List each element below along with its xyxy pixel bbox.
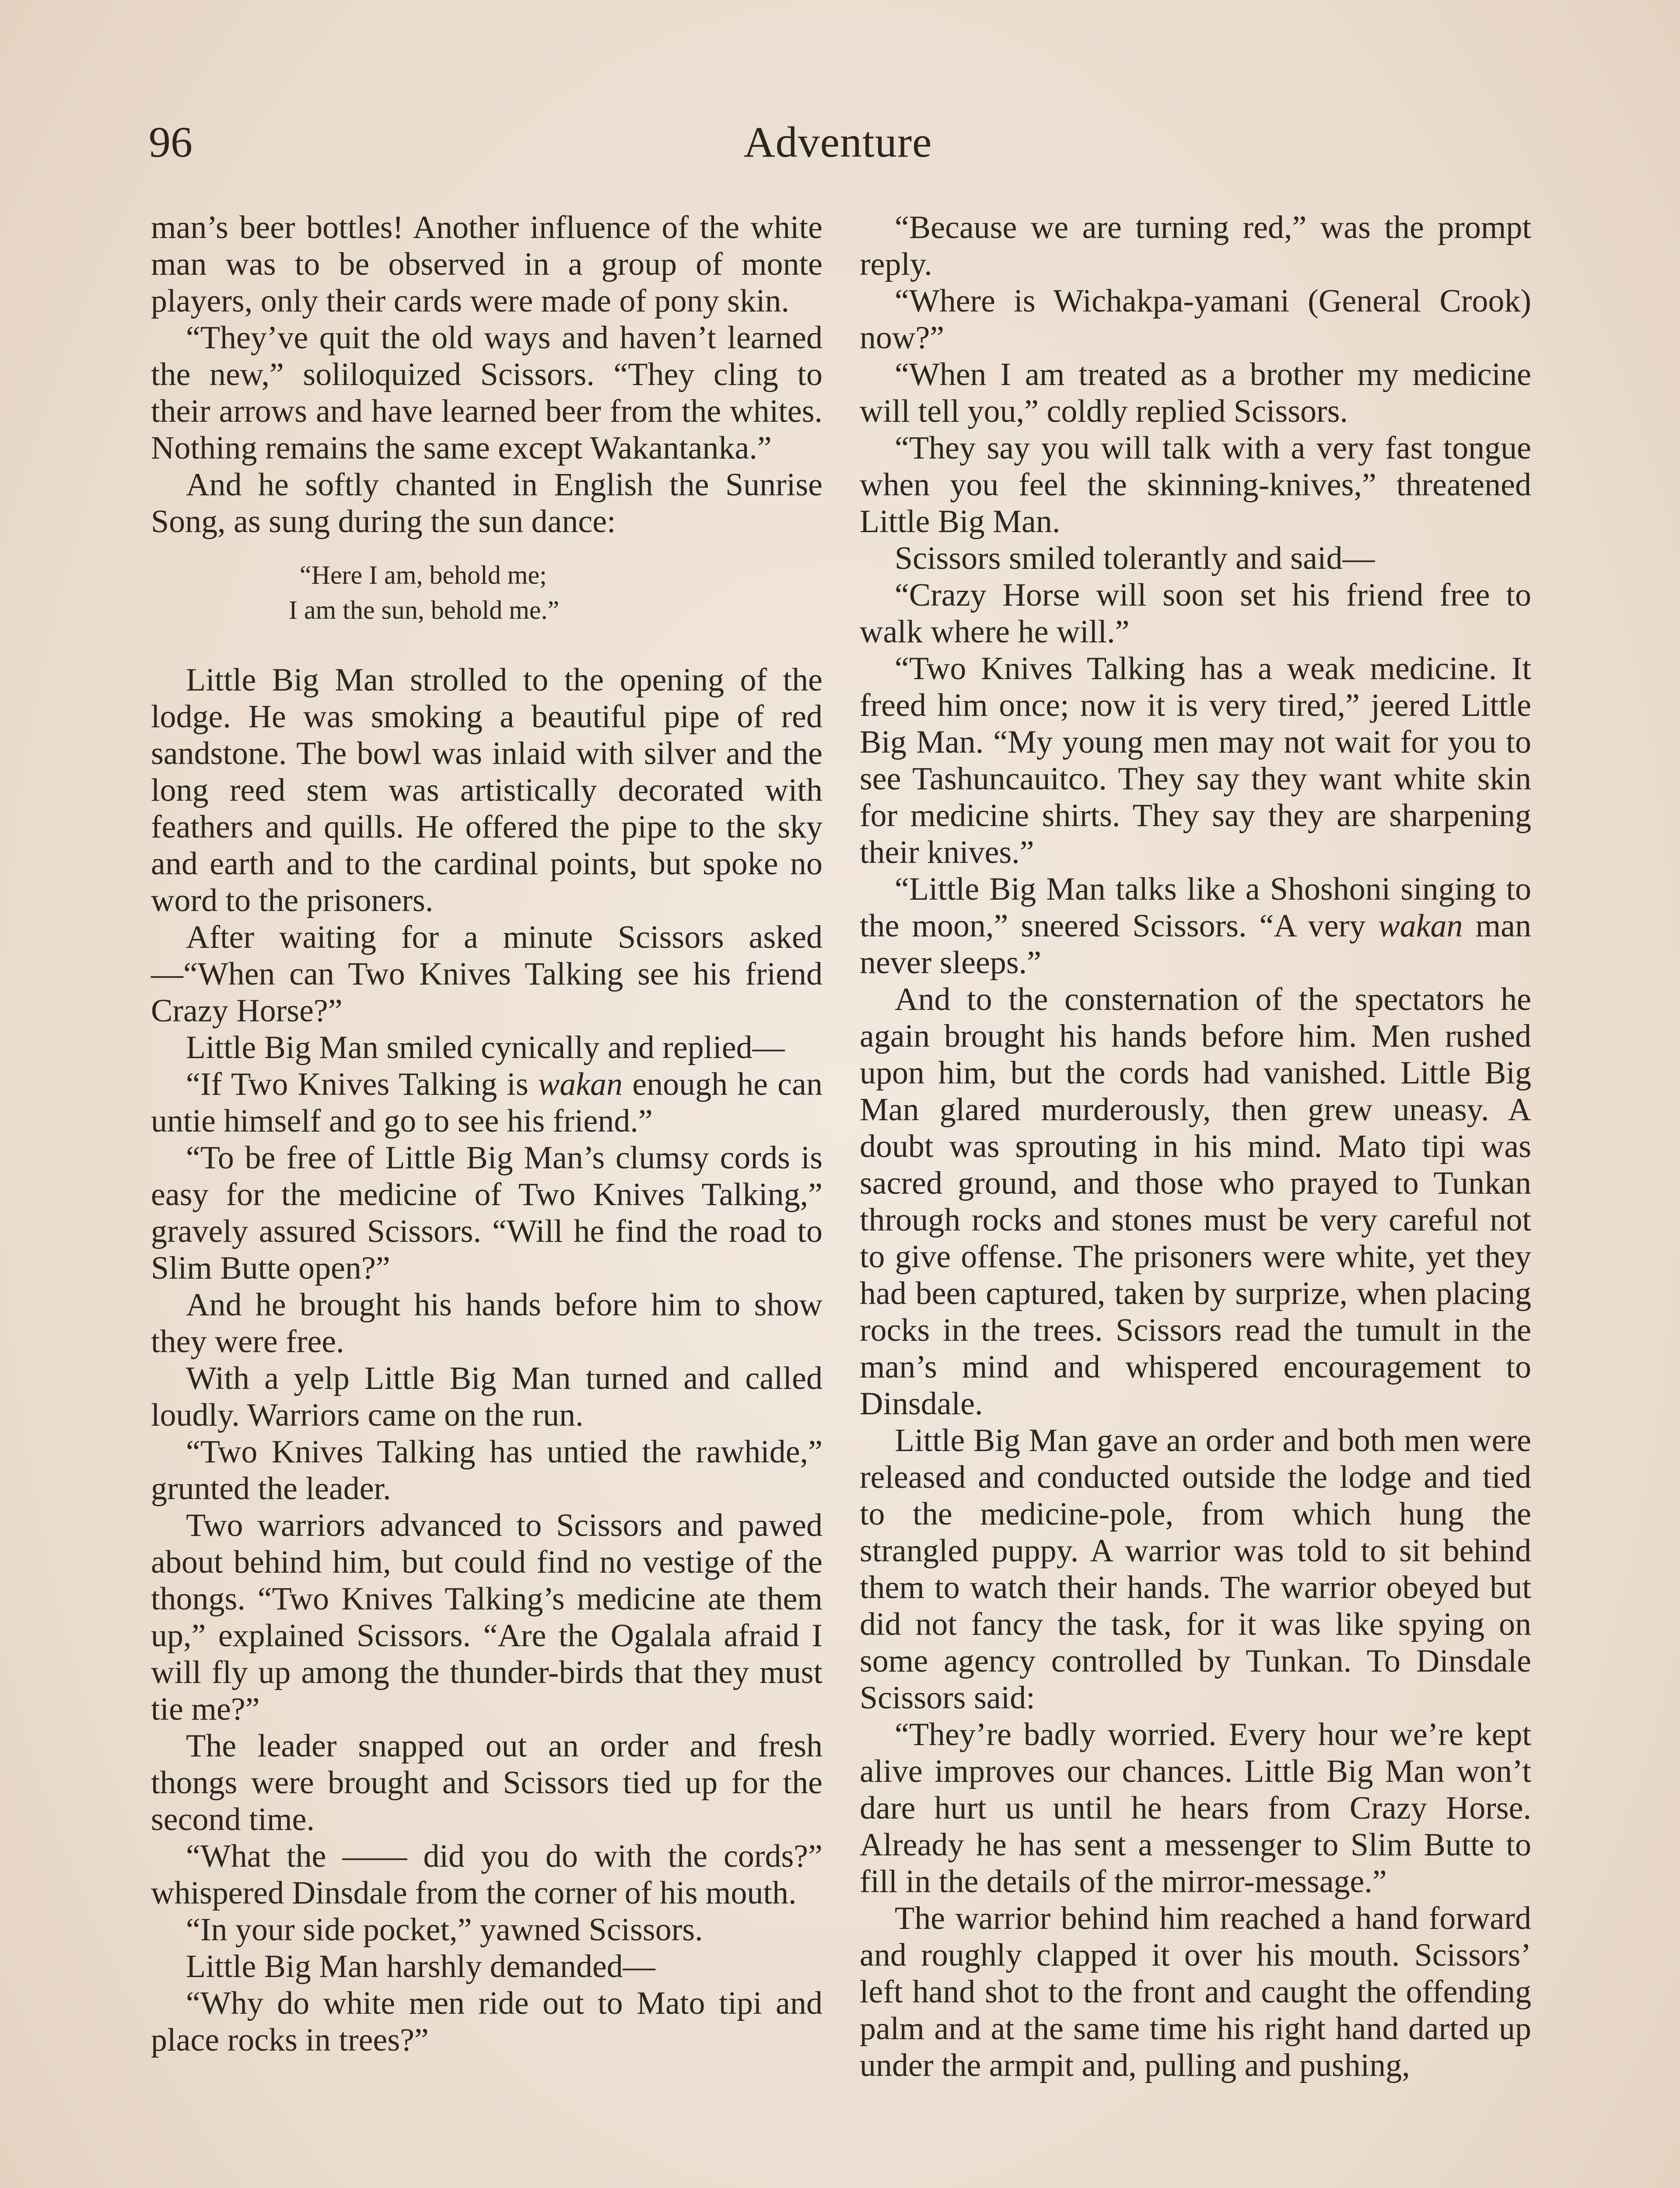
paragraph: “Where is Wichakpa-yamani (General Crook) now?” (860, 283, 1531, 356)
paragraph: “Two Knives Talking has untied the rawhide,” grunted the leader. (151, 1434, 822, 1507)
running-head: Adventure (743, 118, 932, 166)
italic-word: wakan (538, 1066, 623, 1102)
paragraph (860, 871, 1531, 981)
text-run: “Little Big Man talks like a Shoshoni singing to the moon,” sneered Scissors. “A very (860, 871, 1531, 944)
paragraph: Two warriors advanced to Scissors and pawed about behind him, but could find no vestige of the thongs. “Two Knives Talking’s medicine ate them up,” explained Scissors. “Are the Ogalala afraid I will fly up among the thunder-birds that they must tie me?” (151, 1508, 822, 1727)
paragraph: “They’re badly worried. Every hour we’re kept alive improves our chances. Little Big Man won’t dare hurt us until he hears from Crazy Horse. Already he has sent a messenger to Slim Butte to fill in the details of the mirror-message.” (860, 1717, 1531, 1900)
paragraph: With a yelp Little Big Man turned and called loudly. Warriors came on the run. (151, 1360, 822, 1433)
paragraph: The leader snapped out an order and fresh thongs were brought and Scissors tied up for the second time. (151, 1728, 822, 1837)
paragraph: “When I am treated as a brother my medicine will tell you,” coldly replied Scissors. (860, 357, 1531, 429)
paragraph: Little Big Man gave an order and both men were released and conducted outside the lodge and tied to the medicine-pole, from which hung the strangled puppy. A warrior was told to sit behind them to watch their hands. The warrior obeyed but did not fancy the task, for it was like spying on some agency controlled by Tunkan. To Dinsdale Scissors said: (860, 1423, 1531, 1716)
paragraph: And he softly chanted in English the Sunrise Song, as sung during the sun dance: (151, 467, 822, 540)
page-header (149, 109, 1527, 175)
paragraph: “They say you will talk with a very fast tongue when you feel the skinning-knives,” threatened Little Big Man. (860, 430, 1531, 540)
paragraph: Little Big Man smiled cynically and replied— (186, 1030, 785, 1066)
paragraph: “What the —— did you do with the cords?” whispered Dinsdale from the corner of his mouth. (151, 1838, 822, 1911)
paragraph: man’s beer bottles! Another influence of the white man was to be observed in a group of monte players, only their cards were made of pony skin. (151, 210, 822, 319)
paragraph: “Crazy Horse will soon set his friend free to walk where he will.” (860, 577, 1531, 650)
page-number: 96 (149, 118, 192, 166)
paragraph: After waiting for a minute Scissors asked—“When can Two Knives Talking see his friend Crazy Horse?” (151, 919, 822, 1029)
paragraph: And he brought his hands before him to show they were free. (151, 1287, 822, 1360)
paragraph: “Two Knives Talking has a weak medicine. It freed him once; now it is very tired,” jeered Little Big Man. “My young men may not wait for you to see Tashuncauitco. They say they want white skin for medicine shirts. They say they are sharpening their knives.” (860, 651, 1531, 870)
paragraph: And to the consternation of the spectators he again brought his hands before him. Men rushed upon him, but the cords had vanished. Little Big Man glared murderously, then grew uneasy. A doubt was sprouting in his mind. Mato tipi was sacred ground, and those who prayed to Tunkan through rocks and stones must be very careful not to give offense. The prisoners were white, yet they had been captured, taken by surprize, when placing rocks in the trees. Scissors read the tumult in the man’s mind and whispered encouragement to Dinsdale. (860, 982, 1531, 1422)
paragraph: Scissors smiled tolerantly and said— (895, 540, 1375, 576)
paragraph: “Because we are turning red,” was the prompt reply. (860, 210, 1531, 282)
italic-word: wakan (1378, 908, 1463, 944)
text-run: enough he can untie himself and go to see his friend.” (151, 1066, 822, 1139)
verse-line: I am the sun, behold me.” (289, 596, 560, 624)
paragraph: “They’ve quit the old ways and haven’t learned the new,” soliloquized Scissors. “They cling to their arrows and have learned beer from the whites. Nothing remains the same except Wakantanka.” (151, 320, 822, 466)
paragraph: The warrior behind him reached a hand forward and roughly clapped it over his mouth. Scissors’ left hand shot to the front and caught the offending palm and at the same time his right hand darted up under the armpit and, pulling and pushing, (860, 1900, 1531, 2083)
paragraph: Little Big Man strolled to the opening of the lodge. He was smoking a beautiful pipe of red sandstone. The bowl was inlaid with silver and the long reed stem was artistically decorated with feathers and quills. He offered the pipe to the sky and earth and to the cardinal points, but spoke no word to the prisoners. (151, 662, 822, 919)
sunrise-song-verse (151, 558, 822, 628)
verse-line: “Here I am, behold me; (300, 561, 547, 589)
text-run: man never sleeps.” (860, 908, 1531, 981)
right-column (860, 209, 1531, 2084)
paragraph: “Why do white men ride out to Mato tipi and place rocks in trees?” (151, 1985, 822, 2058)
left-column (151, 209, 822, 2058)
paragraph: Little Big Man harshly demanded— (186, 1949, 655, 1985)
text-run: “If Two Knives Talking is (186, 1066, 538, 1102)
paragraph (151, 1066, 822, 1140)
paragraph: “To be free of Little Big Man’s clumsy cords is easy for the medicine of Two Knives Talking,” gravely assured Scissors. “Will he find the road to Slim Butte open?” (151, 1140, 822, 1286)
paragraph: “In your side pocket,” yawned Scissors. (186, 1912, 703, 1948)
